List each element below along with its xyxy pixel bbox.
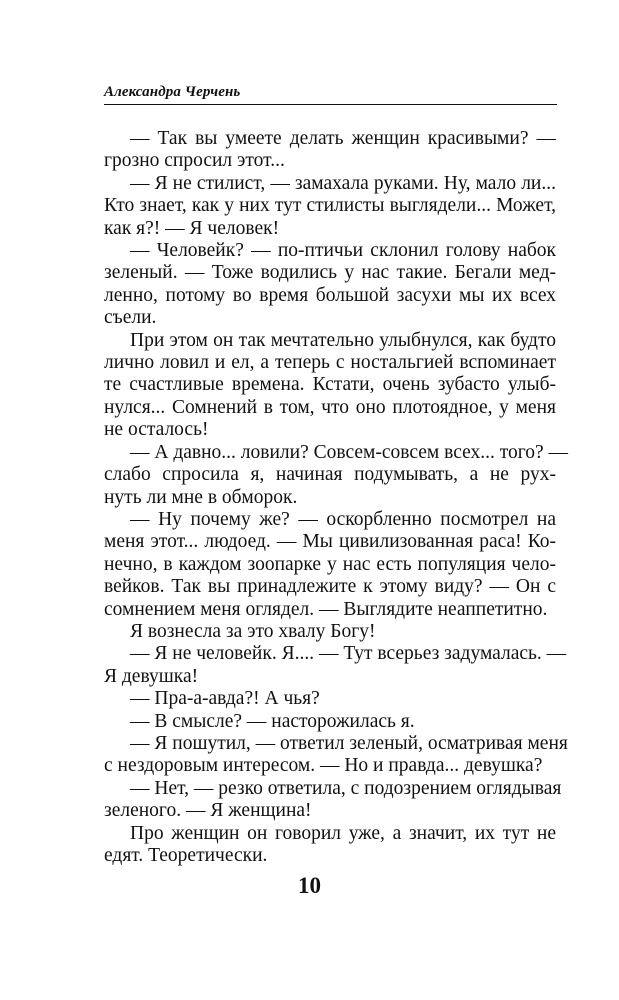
text-line: слабо спросила я, начиная подумывать, а не рух- <box>104 464 556 486</box>
text-line: те счастливые времена. Кстати, очень зубасто улыб- <box>104 374 556 396</box>
text-line: Я вознесла за это хвалу Богу! <box>130 620 376 642</box>
text-line: нулся... Сомнений в том, что оно плотоядное, у меня <box>104 396 556 418</box>
text-line: съели. <box>104 307 157 329</box>
text-line: нечно, в каждом зоопарке у нас есть популяция чело- <box>104 553 556 575</box>
running-header-author: Александра Черчень <box>104 84 241 100</box>
header-rule <box>104 104 557 105</box>
text-line: с нездоровым интересом. — Но и правда... девушка? <box>104 755 543 777</box>
text-line: Кто знает, как у них тут стилисты выглядели... Может, <box>104 195 556 217</box>
text-line: едят. Теоретически. <box>104 845 268 866</box>
text-line: — Я не человейк. Я.... — Тут всерьез задумалась. — <box>130 643 567 665</box>
text-line: — Так вы умеете делать женщин красивыми? — <box>130 128 556 149</box>
text-line: Про женщин он говорил уже, а значит, их тут не <box>130 822 556 844</box>
text-line: не осталось! <box>104 419 209 441</box>
text-line: — Ну почему же? — оскорбленно посмотрел на <box>130 508 556 530</box>
text-line: зеленый. — Тоже водились у нас такие. Бегали мед- <box>104 262 556 284</box>
text-line: — Я не стилист, — замахала руками. Ну, мало ли... <box>130 172 556 194</box>
text-line: сомнением меня оглядел. — Выглядите неаппетитно. <box>104 598 548 620</box>
body-text <box>104 128 569 867</box>
text-line: грозно спросил этот... <box>104 150 285 172</box>
text-line: зеленого. — Я женщина! <box>104 800 312 822</box>
text-line: нуть ли мне в обморок. <box>104 486 298 508</box>
text-line: — А давно... ловили? Совсем-совсем всех... того? — <box>130 441 569 463</box>
text-line: — Человейк? — по-птичьи склонил голову набок <box>130 240 556 262</box>
text-line: лично ловил и ел, а теперь с ностальгией вспоминает <box>104 352 556 374</box>
text-line: как я?! — Я человек! <box>104 217 280 239</box>
text-line: вейков. Так вы принадлежите к этому виду? — Он с <box>104 576 556 598</box>
text-line: Я девушка! <box>104 665 199 687</box>
text-line: — В смысле? — насторожилась я. <box>130 710 415 732</box>
text-line: — Пра-а-авда?! А чья? <box>130 688 320 710</box>
page-number: 10 <box>298 873 321 898</box>
text-line: меня этот... людоед. — Мы цивилизованная раса! Ко- <box>104 531 556 553</box>
text-line: — Я пошутил, — ответил зеленый, осматривая меня <box>130 732 568 754</box>
text-line: При этом он так мечтательно улыбнулся, как будто <box>130 329 556 351</box>
text-line: — Нет, — резко ответила, с подозрением оглядывая <box>130 777 562 799</box>
text-line: ленно, потому во время большой засухи мы их всех <box>104 284 556 306</box>
